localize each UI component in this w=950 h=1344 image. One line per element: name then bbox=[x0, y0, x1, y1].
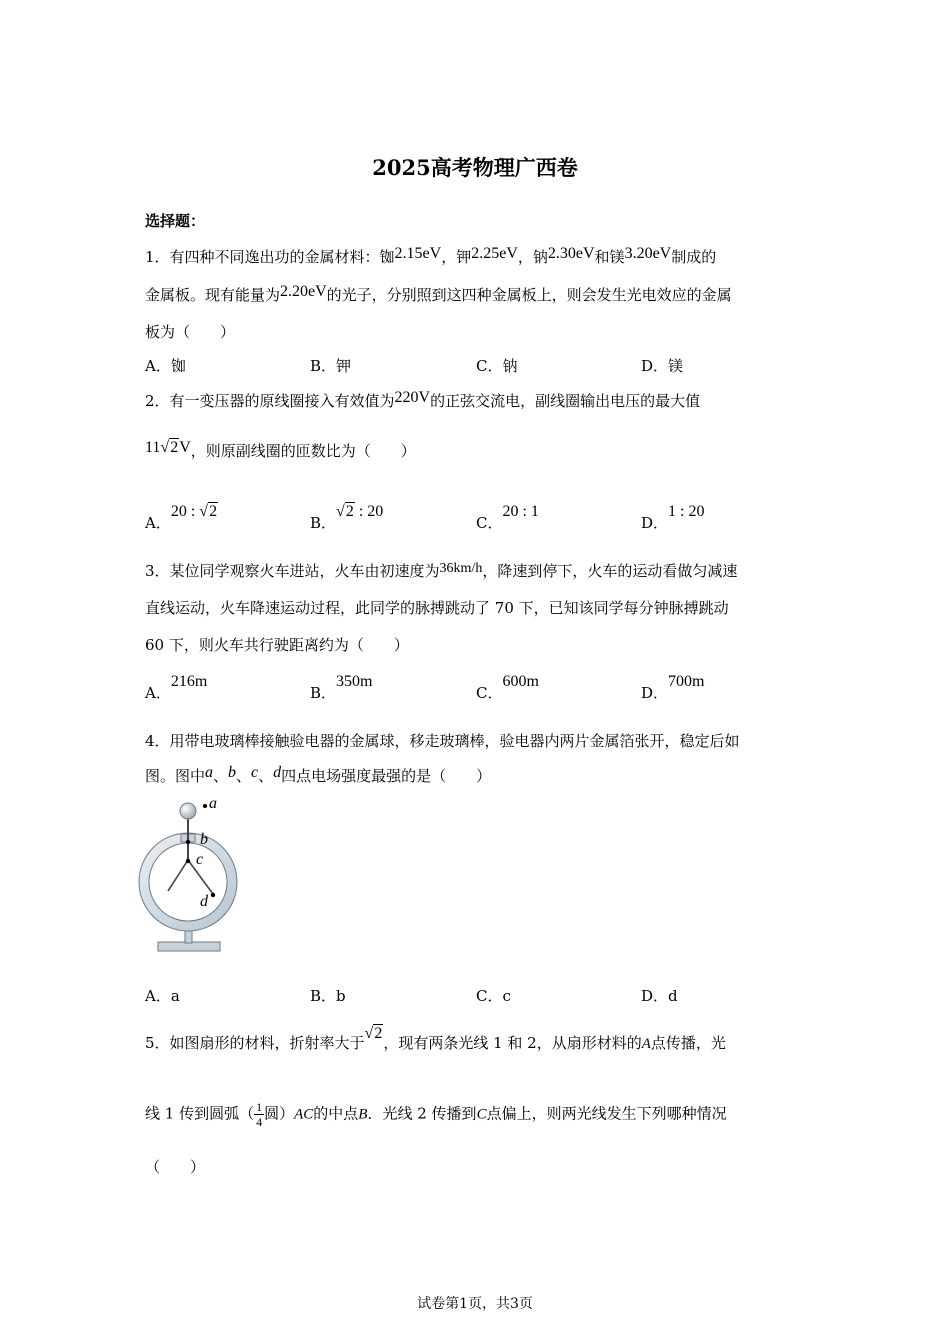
q2-text: 2．有一变压器的原线圈接入有效值为 bbox=[145, 392, 395, 410]
q4-text: 图。图中 bbox=[145, 767, 206, 785]
q2-option-c[interactable] bbox=[476, 503, 539, 533]
q5-text: 点偏上，则两光线发生下列哪种情况 bbox=[486, 1104, 727, 1123]
electroscope-ball bbox=[180, 803, 196, 819]
q3-option-label: B． bbox=[310, 684, 337, 702]
sqrt-symbol: √2 bbox=[364, 1025, 383, 1042]
q2-option-d-value: 1 : 20 bbox=[668, 503, 705, 520]
page-footer: 试卷第1页，共3页 bbox=[417, 1296, 533, 1312]
point-b-dot bbox=[186, 840, 190, 844]
q5-text: 圆） bbox=[264, 1104, 295, 1123]
q3-option-b-value: 350m bbox=[336, 673, 373, 690]
q5-radicand: 2 bbox=[374, 1025, 383, 1042]
q1-text: ，钠 bbox=[517, 248, 548, 266]
electroscope-figure bbox=[138, 795, 238, 957]
q5-sqrt-value bbox=[365, 1025, 384, 1042]
q5-fraction-den: 4 bbox=[256, 1115, 263, 1129]
q1-text: 金属板。现有能量为 bbox=[145, 286, 281, 304]
q2-option-c-value: 20 : 1 bbox=[502, 503, 539, 520]
q5-line-2 bbox=[145, 1100, 727, 1129]
q3-speed: 36km/h bbox=[439, 561, 483, 576]
q3-option-d-value: 700m bbox=[668, 673, 705, 690]
point-a-dot bbox=[203, 804, 207, 808]
q2-option-label: C． bbox=[476, 514, 503, 532]
q2-option-label: B． bbox=[310, 514, 337, 532]
q5-fraction-num: 1 bbox=[256, 1100, 263, 1114]
q3-line-3: 60 下，则火车共行驶距离约为（ ） bbox=[145, 636, 409, 654]
q1-text: ，钾 bbox=[441, 248, 472, 266]
page-title: 2025高考物理广西卷 bbox=[372, 155, 578, 180]
q4-text: 四点电场强度最强的是（ ） bbox=[281, 767, 492, 785]
q4-point-c: c bbox=[251, 764, 259, 781]
q1-option-a[interactable]: A．铷 bbox=[145, 357, 186, 375]
q2-option-a-part: 20 : bbox=[170, 503, 200, 520]
q2-option-b[interactable] bbox=[310, 503, 384, 533]
q4-line-1: 4．用带电玻璃棒接触验电器的金属球，移走玻璃棒，验电器内两片金属箔张开，稳定后如 bbox=[145, 732, 740, 750]
q2-line-2 bbox=[145, 440, 416, 461]
q2-option-a[interactable] bbox=[145, 503, 218, 533]
q1-line-2 bbox=[145, 284, 732, 305]
q4-option-a[interactable]: A．a bbox=[145, 987, 180, 1005]
q2-max-voltage bbox=[145, 439, 191, 456]
q5-text: 线 1 传到圆弧（ bbox=[145, 1104, 255, 1123]
q3-text: ，降速到停下，火车的运动看做匀减速 bbox=[482, 562, 738, 580]
q3-option-b[interactable] bbox=[310, 673, 373, 703]
q3-option-c-value: 600m bbox=[502, 673, 539, 690]
q4-point-d: d bbox=[273, 764, 282, 781]
q2-option-label: A． bbox=[145, 514, 171, 532]
q1-text: 和镁 bbox=[594, 248, 625, 266]
q1-na-value: 2.30eV bbox=[547, 245, 595, 262]
q1-text: 1．有四种不同逸出功的金属材料：铷 bbox=[145, 248, 395, 266]
q2-option-d[interactable] bbox=[641, 503, 705, 533]
q4-option-b[interactable]: B．b bbox=[310, 987, 346, 1005]
q5-point-A: A bbox=[641, 1036, 651, 1052]
figure-label-d: d bbox=[200, 893, 208, 910]
q5-point-C: C bbox=[476, 1106, 487, 1123]
point-d-dot bbox=[211, 893, 215, 897]
q2-option-a-radicand: 2 bbox=[209, 503, 218, 520]
q1-option-c[interactable]: C．钠 bbox=[476, 357, 518, 375]
q2-option-b-radicand: 2 bbox=[345, 503, 354, 520]
q2-text: 的正弦交流电，副线圈输出电压的最大值 bbox=[430, 392, 701, 410]
q2-option-a-value bbox=[171, 503, 218, 520]
q1-k-value: 2.25eV bbox=[471, 245, 518, 262]
q3-line-1 bbox=[145, 560, 737, 581]
q5-arc-AC: AC bbox=[294, 1106, 314, 1123]
q2-voltage: 220V bbox=[394, 389, 431, 406]
q4-sep: 、 bbox=[258, 767, 274, 785]
q2-max-unit: V bbox=[179, 439, 191, 456]
q3-text: 3．某位同学观察火车进站，火车由初速度为 bbox=[145, 562, 440, 580]
q1-line-1 bbox=[145, 246, 716, 267]
q1-option-d[interactable]: D．镁 bbox=[641, 357, 684, 375]
q2-line-1 bbox=[145, 390, 700, 411]
q3-option-d[interactable] bbox=[641, 673, 705, 703]
q3-option-label: C． bbox=[476, 684, 503, 702]
q2-max-coef: 11 bbox=[145, 439, 161, 456]
sqrt-symbol: √2 bbox=[199, 503, 218, 520]
q2-option-b-value bbox=[336, 503, 383, 520]
q1-text: 的光子，分别照到这四种金属板上，则会发生光电效应的金属 bbox=[326, 286, 732, 304]
figure-label-a: a bbox=[209, 795, 217, 812]
sqrt-symbol: √2 bbox=[336, 503, 354, 520]
q1-option-b[interactable]: B．钾 bbox=[310, 357, 352, 375]
q5-text: ．光线 2 传播到 bbox=[367, 1104, 477, 1123]
q4-option-c[interactable]: C．c bbox=[476, 987, 511, 1005]
q4-option-d[interactable]: D．d bbox=[641, 987, 678, 1005]
q1-mg-value: 3.20eV bbox=[624, 245, 672, 262]
q5-line-3: （ ） bbox=[145, 1158, 206, 1176]
sqrt-symbol: √2 bbox=[160, 439, 179, 456]
q2-max-radicand: 2 bbox=[170, 439, 179, 456]
q3-option-a[interactable] bbox=[145, 673, 208, 703]
q3-option-c[interactable] bbox=[476, 673, 539, 703]
q4-line-2 bbox=[145, 765, 491, 786]
section-heading: 选择题： bbox=[145, 212, 206, 230]
q5-text: 点传播，光 bbox=[650, 1034, 726, 1052]
q4-sep: 、 bbox=[236, 767, 252, 785]
q5-quarter-fraction bbox=[254, 1100, 264, 1129]
q3-option-label: A． bbox=[145, 684, 171, 702]
q5-text: 的中点 bbox=[313, 1104, 359, 1123]
q5-line-1 bbox=[145, 1025, 726, 1053]
q1-photon-value: 2.20eV bbox=[280, 283, 327, 300]
electroscope-leaf-left bbox=[168, 860, 188, 891]
q4-sep: 、 bbox=[213, 767, 229, 785]
q2-text: ，则原副线圈的匝数比为（ ） bbox=[190, 442, 416, 460]
q1-rb-value: 2.15eV bbox=[394, 245, 442, 262]
q5-text: 5．如图扇形的材料，折射率大于 bbox=[145, 1034, 365, 1052]
q3-line-2: 直线运动，火车降速运动过程，此同学的脉搏跳动了 70 下，已知该同学每分钟脉搏跳动 bbox=[145, 599, 729, 617]
q2-option-b-part: : 20 bbox=[354, 503, 384, 520]
q5-text: ，现有两条光线 1 和 2，从扇形材料的 bbox=[383, 1034, 642, 1052]
q5-point-B: B bbox=[358, 1106, 368, 1123]
q1-line-3: 板为（ ） bbox=[145, 323, 236, 341]
figure-label-c: c bbox=[196, 851, 204, 868]
figure-label-b: b bbox=[200, 831, 208, 848]
point-c-dot bbox=[186, 859, 190, 863]
q4-point-b: b bbox=[228, 764, 237, 781]
q3-option-label: D． bbox=[641, 684, 669, 702]
q2-option-label: D． bbox=[641, 514, 669, 532]
q3-option-a-value: 216m bbox=[170, 673, 208, 690]
q1-text: 制成的 bbox=[671, 248, 717, 266]
q4-point-a: a bbox=[205, 764, 214, 781]
